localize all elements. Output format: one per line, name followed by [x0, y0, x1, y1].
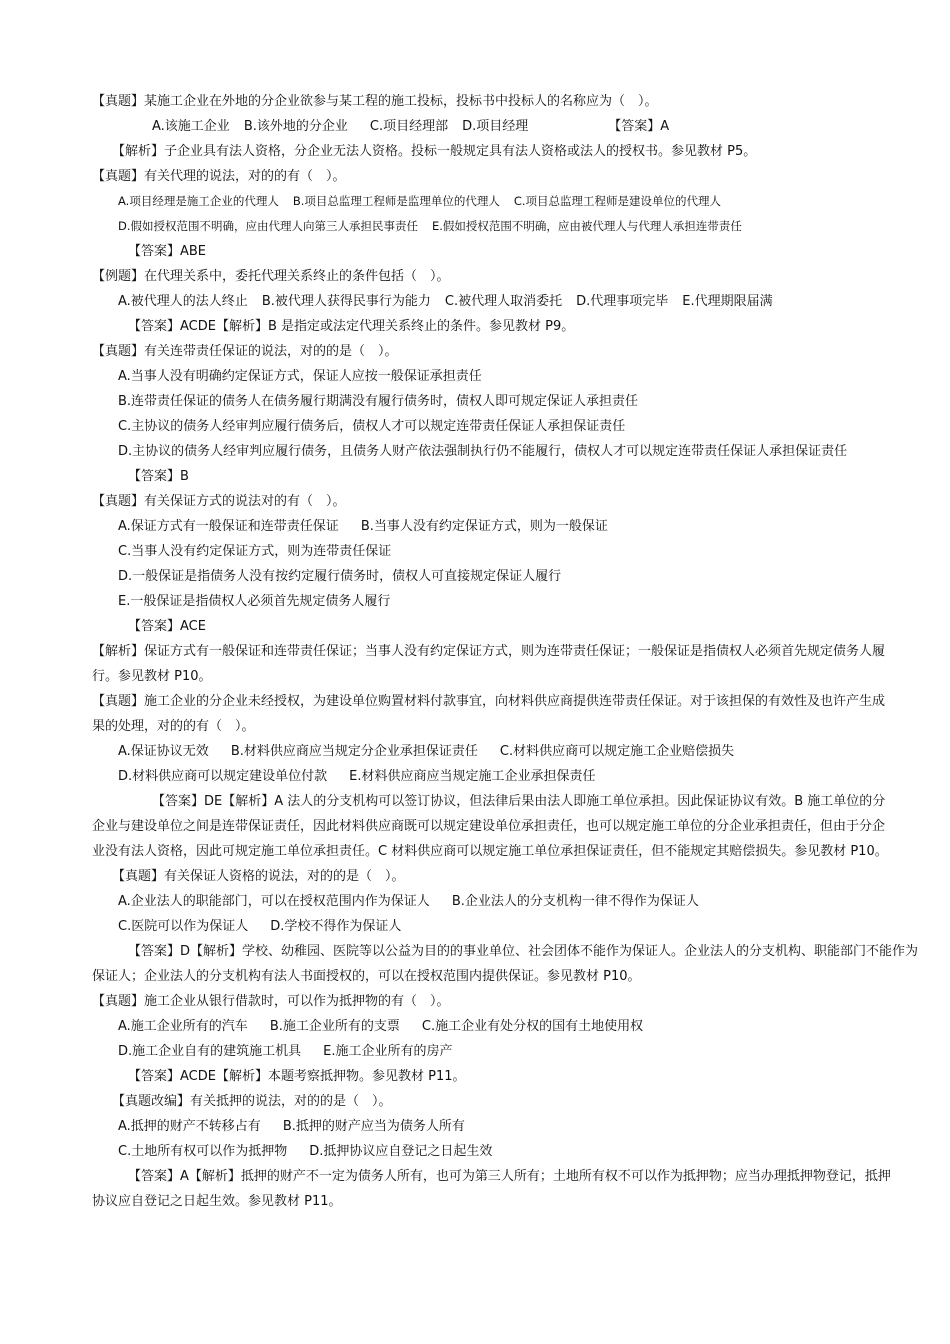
answer-9: 【答案】A【解析】抵押的财产不一定为债务人所有，也可为第三人所有；土地所有权不可以作为抵押物；应当办理抵押物登记，抵押协议应自登记之日起生效。参见教材 P11。 — [92, 1169, 891, 1209]
question-1: 【真题】某施工企业在外地的分企业欲参与某工程的施工投标，投标书中投标人的名称应为（ ）。 — [92, 94, 658, 109]
options-1: A.该施工企业 B.该外地的分企业 C.项目经理部 D.项目经理 【答案】A — [152, 119, 670, 134]
answer-8: 【答案】ACDE【解析】本题考察抵押物。参见教材 P11。 — [128, 1069, 466, 1084]
options-5ab: A.保证方式有一般保证和连带责任保证 B.当事人没有约定保证方式，则为一般保证 — [118, 519, 608, 534]
options-9ab: A.抵押的财产不转移占有 B.抵押的财产应当为债务人所有 — [118, 1119, 465, 1134]
question-7: 【真题】有关保证人资格的说法，对的的是（ ）。 — [112, 869, 405, 884]
answer-7: 【答案】D【解析】学校、幼稚园、医院等以公益为目的的事业单位、社会团体不能作为保证人。企业法人的分支机构、职能部门不能作为保证人；企业法人的分支机构有法人书面授权的，可以在授权范围内提供保证。参见教材 P10。 — [92, 944, 919, 984]
options-6abc: A.保证协议无效 B.材料供应商应当规定分企业承担保证责任 C.材料供应商可以规定施工企业赔偿损失 — [118, 744, 735, 759]
options-2b: D.假如授权范围不明确，应由代理人向第三人承担民事责任 E.假如授权范围不明确，应由被代理人与代理人承担连带责任 — [118, 219, 742, 233]
answer-4: 【答案】B — [128, 469, 189, 484]
option-5e: E.一般保证是指债权人必须首先规定债务人履行 — [118, 594, 391, 609]
option-5d: D.一般保证是指债务人没有按约定履行债务时，债权人可直接规定保证人履行 — [118, 569, 562, 584]
options-2a: A.项目经理是施工企业的代理人 B.项目总监理工程师是监理单位的代理人 C.项目总监理工程师是建设单位的代理人 — [118, 194, 722, 208]
answer-5: 【答案】ACE — [128, 619, 206, 634]
options-8de: D.施工企业自有的建筑施工机具 E.施工企业所有的房产 — [118, 1044, 453, 1059]
option-4b: B.连带责任保证的债务人在债务履行期满没有履行债务时，债权人即可规定保证人承担责任 — [118, 394, 639, 409]
options-8abc: A.施工企业所有的汽车 B.施工企业所有的支票 C.施工企业有处分权的国有土地使用权 — [118, 1019, 644, 1034]
options-3: A.被代理人的法人终止 B.被代理人获得民事行为能力 C.被代理人取消委托 D.代理事项完毕 E.代理期限届满 — [118, 294, 773, 309]
options-9cd: C.土地所有权可以作为抵押物 D.抵押协议应自登记之日起生效 — [118, 1144, 493, 1159]
option-4c: C.主协议的债务人经审判应履行债务后，债权人才可以规定连带责任保证人承担保证责任 — [118, 419, 626, 434]
question-8: 【真题】施工企业从银行借款时，可以作为抵押物的有（ ）。 — [92, 994, 450, 1009]
option-4d: D.主协议的债务人经审判应履行债务，且债务人财产依法强制执行仍不能履行，债权人才可以规定连带责任保证人承担保证责任 — [118, 444, 848, 459]
analysis-1: 【解析】子企业具有法人资格，分企业无法人资格。投标一般规定具有法人资格或法人的授权书。参见教材 P5。 — [112, 144, 757, 159]
options-6de: D.材料供应商可以规定建设单位付款 E.材料供应商应当规定施工企业承担保责任 — [118, 769, 596, 784]
answer-2: 【答案】ABE — [128, 244, 207, 259]
option-4a: A.当事人没有明确约定保证方式，保证人应按一般保证承担责任 — [118, 369, 482, 384]
option-5c: C.当事人没有约定保证方式，则为连带责任保证 — [118, 544, 392, 559]
answer-3: 【答案】ACDE【解析】B 是指定或法定代理关系终止的条件。参见教材 P9。 — [128, 319, 575, 334]
question-9: 【真题改编】有关抵押的说法，对的的是（ ）。 — [112, 1094, 392, 1109]
answer-6: 【答案】DE【解析】A 法人的分支机构可以签订协议，但法律后果由法人即施工单位承担。因此保证协议有效。B 施工单位的分企业与建设单位之间是连带保证责任，因此材料供应商既可以规定建设单位承担责任，也可以规定施工单位的分企业承担责任，但由于分企业没有法人资格，因此可规定施工单位承担责任。C 材料供应商可以规定施工单位承担保证责任，但不能规定其赔偿损失。参见教材 P10。 — [92, 794, 888, 859]
question-4: 【真题】有关连带责任保证的说法，对的的是（ ）。 — [92, 344, 398, 359]
question-6: 【真题】施工企业的分企业未经授权，为建设单位购置材料付款事宜，向材料供应商提供连带责任保证。对于该担保的有效性及也许产生成果的处理，对的的有（ ）。 — [92, 694, 886, 734]
options-7cd: C.医院可以作为保证人 D.学校不得作为保证人 — [118, 919, 402, 934]
options-7ab: A.企业法人的职能部门，可以在授权范围内作为保证人 B.企业法人的分支机构一律不得作为保证人 — [118, 894, 699, 909]
question-2: 【真题】有关代理的说法，对的的有（ ）。 — [92, 169, 346, 184]
analysis-5: 【解析】保证方式有一般保证和连带责任保证；当事人没有约定保证方式，则为连带责任保证；一般保证是指债权人必须首先规定债务人履行。参见教材 P10。 — [92, 644, 886, 684]
question-3: 【例题】在代理关系中，委托代理关系终止的条件包括（ ）。 — [92, 269, 450, 284]
question-5: 【真题】有关保证方式的说法对的有（ ）。 — [92, 494, 346, 509]
